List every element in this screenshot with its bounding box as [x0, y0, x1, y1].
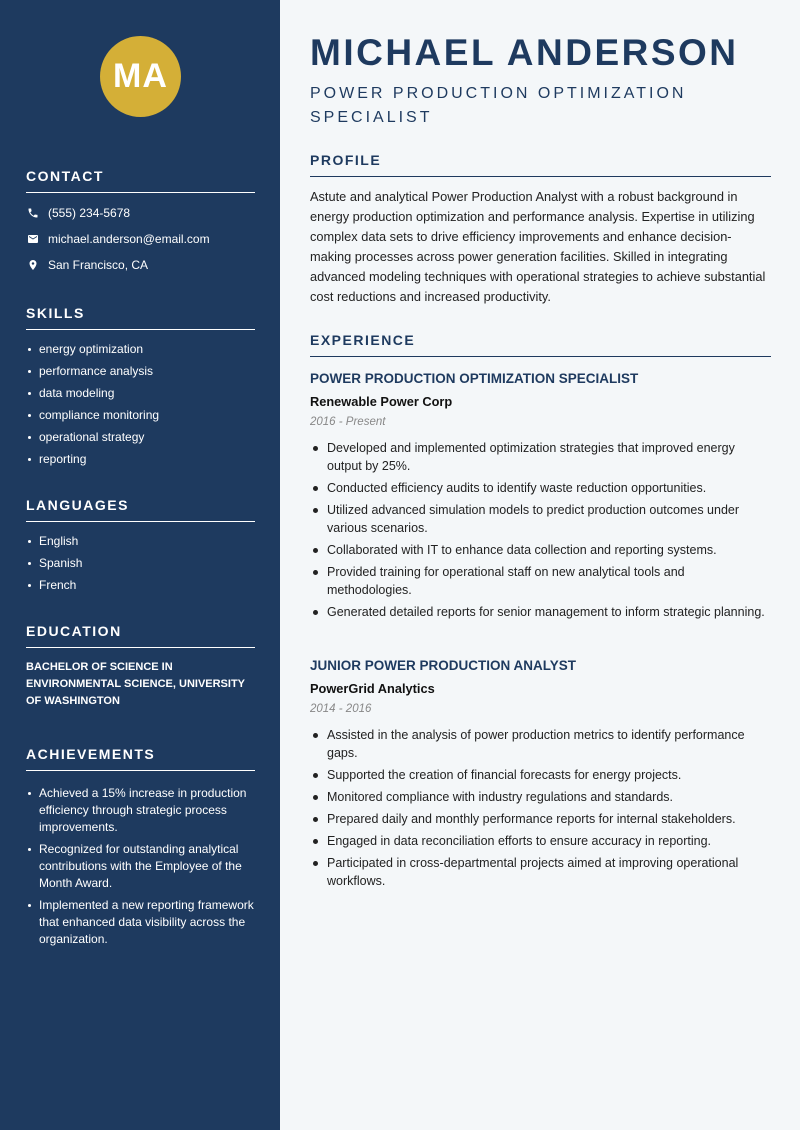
list-item: Assisted in the analysis of power production metrics to identify performance gaps.: [310, 726, 771, 762]
list-item: Achieved a 15% increase in production efficiency through strategic process improvements.: [26, 785, 255, 836]
skills-list: [26, 341, 255, 468]
list-item: Implemented a new reporting framework that enhanced data visibility across the organization.: [26, 897, 255, 948]
education-heading: EDUCATION: [26, 623, 255, 648]
experience-heading: EXPERIENCE: [310, 332, 771, 357]
education-degree: BACHELOR OF SCIENCE IN ENVIRONMENTAL SCIENCE, UNIVERSITY OF WASHINGTON: [26, 661, 245, 707]
email-text[interactable]: michael.anderson@email.com: [48, 231, 210, 246]
main-content: [280, 0, 800, 1130]
job-entry: [310, 370, 771, 625]
list-item: Recognized for outstanding analytical contributions with the Employee of the Month Award.: [26, 841, 255, 892]
job-bullets: [310, 726, 771, 890]
contact-location: [26, 256, 255, 273]
list-item: performance analysis: [26, 363, 255, 380]
job-title: JUNIOR POWER PRODUCTION ANALYST: [310, 658, 577, 673]
education-section: [26, 623, 255, 710]
achievements-section: [26, 746, 255, 953]
list-item: Spanish: [26, 555, 255, 572]
languages-heading: LANGUAGES: [26, 497, 255, 522]
job-bullets: [310, 439, 771, 621]
candidate-title: POWER PRODUCTION OPTIMIZATION SPECIALIST: [310, 85, 687, 126]
contact-section: [26, 168, 255, 273]
list-item: Utilized advanced simulation models to predict production outcomes under various scenarios.: [310, 501, 771, 537]
job-company: PowerGrid Analytics: [310, 681, 435, 696]
job-entry: [310, 657, 771, 894]
list-item: Engaged in data reconciliation efforts to ensure accuracy in reporting.: [310, 832, 771, 850]
job-title: POWER PRODUCTION OPTIMIZATION SPECIALIST: [310, 371, 639, 386]
job-dates: 2014 - 2016: [310, 703, 372, 715]
list-item: reporting: [26, 451, 255, 468]
list-item: Provided training for operational staff on new analytical tools and methodologies.: [310, 563, 771, 599]
list-item: English: [26, 533, 255, 550]
list-item: Developed and implemented optimization strategies that improved energy output by 25%.: [310, 439, 771, 475]
achievements-list: [26, 785, 255, 948]
list-item: Generated detailed reports for senior management to inform strategic planning.: [310, 603, 771, 621]
contact-heading: CONTACT: [26, 168, 255, 193]
skills-heading: SKILLS: [26, 305, 255, 330]
job-dates: 2016 - Present: [310, 416, 386, 428]
languages-section: [26, 497, 255, 599]
achievements-heading: ACHIEVEMENTS: [26, 746, 255, 771]
candidate-name: MICHAEL ANDERSON: [310, 32, 739, 73]
skills-section: [26, 305, 255, 473]
list-item: Prepared daily and monthly performance reports for internal stakeholders.: [310, 810, 771, 828]
phone-icon: [26, 206, 40, 220]
languages-list: [26, 533, 255, 594]
list-item: Supported the creation of financial forecasts for energy projects.: [310, 766, 771, 784]
avatar: MA: [100, 36, 181, 117]
location-icon: [26, 258, 40, 272]
contact-email: [26, 230, 255, 247]
email-icon: [26, 232, 40, 246]
location-text: San Francisco, CA: [48, 257, 149, 272]
sidebar: [0, 0, 280, 1130]
phone-text: (555) 234-5678: [48, 205, 131, 220]
list-item: Monitored compliance with industry regulations and standards.: [310, 788, 771, 806]
contact-phone: [26, 204, 255, 221]
list-item: energy optimization: [26, 341, 255, 358]
list-item: French: [26, 577, 255, 594]
list-item: operational strategy: [26, 429, 255, 446]
list-item: Conducted efficiency audits to identify waste reduction opportunities.: [310, 479, 771, 497]
list-item: Collaborated with IT to enhance data collection and reporting systems.: [310, 541, 771, 559]
list-item: compliance monitoring: [26, 407, 255, 424]
list-item: Participated in cross-departmental projects aimed at improving operational workflows.: [310, 854, 771, 890]
job-company: Renewable Power Corp: [310, 394, 453, 409]
list-item: data modeling: [26, 385, 255, 402]
profile-text: Astute and analytical Power Production Analyst with a robust background in energy production optimization and performance analysis. Expertise in utilizing complex data sets to drive efficiency improvements and enhance decision-making processes across power generation facilities. Skilled in integrating advanced modeling techniques with operational strategies to achieve substantial cost reductions and increased productivity.: [310, 189, 766, 304]
profile-heading: PROFILE: [310, 152, 771, 177]
